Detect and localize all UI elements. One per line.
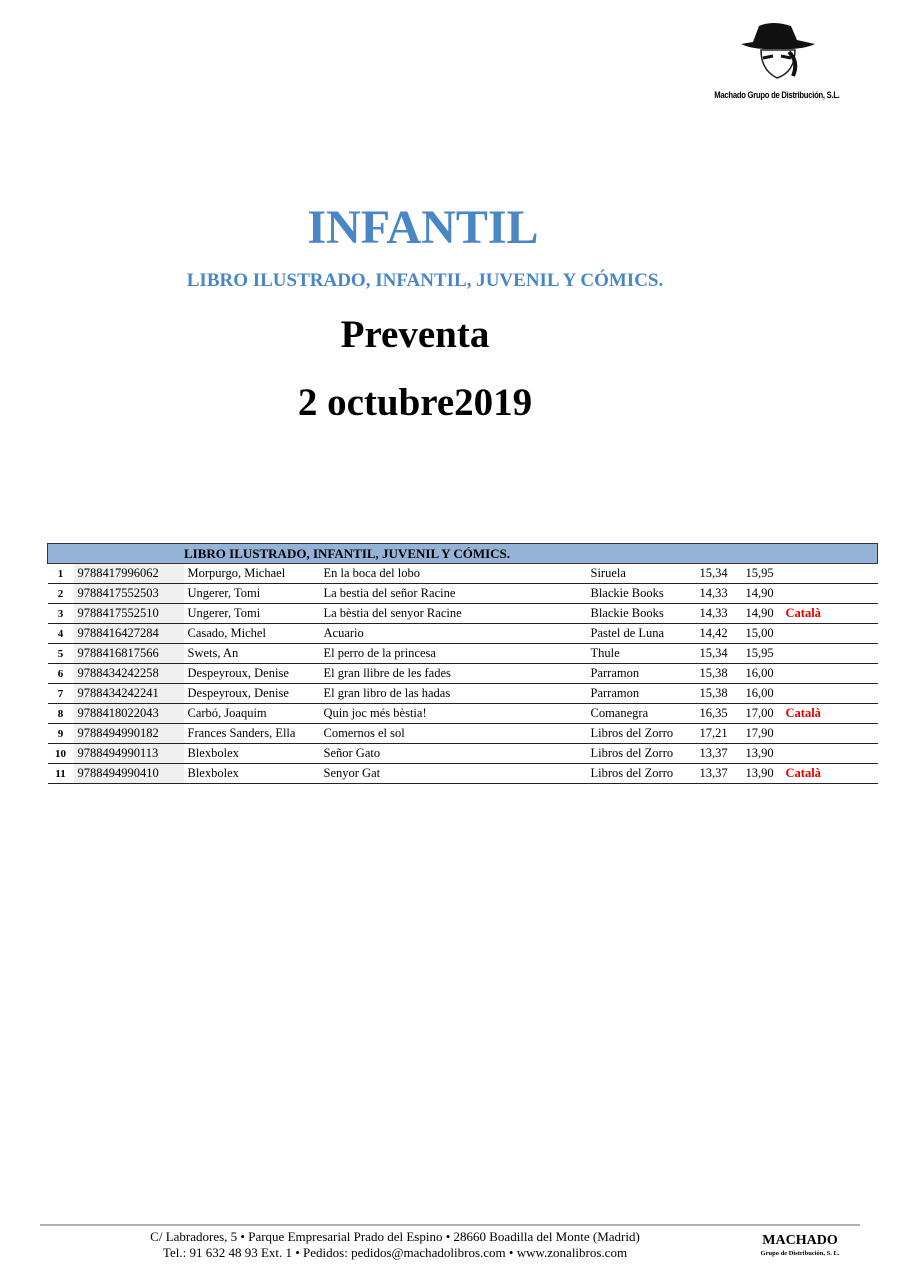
price-pvp: 13,90	[742, 764, 782, 784]
table-row	[48, 624, 878, 644]
author: Casado, Michel	[184, 624, 320, 644]
isbn: 9788418022043	[74, 704, 184, 724]
footer-contact: Tel.: 91 632 48 93 Ext. 1 • Pedidos: pedidos@machadolibros.com • www.zonalibros.com	[162, 1245, 628, 1260]
author: Blexbolex	[184, 744, 320, 764]
isbn: 9788417552503	[74, 584, 184, 604]
price-pvp: 16,00	[742, 664, 782, 684]
price-net: 15,38	[696, 664, 742, 684]
publisher: Thule	[587, 644, 696, 664]
language-note: Català	[782, 764, 878, 784]
publisher: Blackie Books	[587, 584, 696, 604]
row-number: 5	[48, 644, 74, 664]
book-title: Comernos el sol	[320, 724, 587, 744]
price-net: 13,37	[696, 744, 742, 764]
isbn: 9788434242258	[74, 664, 184, 684]
publisher: Comanegra	[587, 704, 696, 724]
book-table	[47, 543, 878, 784]
language-note	[782, 564, 878, 584]
language-note	[782, 724, 878, 744]
row-number: 3	[48, 604, 74, 624]
price-net: 16,35	[696, 704, 742, 724]
publisher: Parramon	[587, 684, 696, 704]
language-note	[782, 584, 878, 604]
price-pvp: 17,90	[742, 724, 782, 744]
row-number: 8	[48, 704, 74, 724]
table-row	[48, 564, 878, 584]
book-title: El perro de la princesa	[320, 644, 587, 664]
footer-address: C/ Labradores, 5 • Parque Empresarial Prado del Espino • 28660 Boadilla del Monte (Madrid)	[150, 1229, 640, 1244]
logo-text: Machado Grupo de Distribución, S.L.	[714, 90, 840, 100]
row-number: 6	[48, 664, 74, 684]
table-row	[48, 724, 878, 744]
row-number: 11	[48, 764, 74, 784]
price-net: 15,38	[696, 684, 742, 704]
language-note: Català	[782, 604, 878, 624]
author: Ungerer, Tomi	[184, 604, 320, 624]
footer-brand-sub: Grupo de Distribución, S. L.	[760, 1250, 840, 1257]
isbn: 9788417552510	[74, 604, 184, 624]
price-pvp: 13,90	[742, 744, 782, 764]
table-row	[48, 664, 878, 684]
page-title: INFANTIL	[307, 201, 539, 254]
language-note	[782, 684, 878, 704]
table-header-label: LIBRO ILUSTRADO, INFANTIL, JUVENIL Y CÓMICS.	[184, 545, 511, 561]
price-pvp: 15,95	[742, 564, 782, 584]
language-note: Català	[782, 704, 878, 724]
publisher: Pastel de Luna	[587, 624, 696, 644]
language-note	[782, 664, 878, 684]
publisher: Libros del Zorro	[587, 744, 696, 764]
table-row	[48, 644, 878, 664]
book-title: El gran llibre de les fades	[320, 664, 587, 684]
isbn: 9788494990410	[74, 764, 184, 784]
publisher: Libros del Zorro	[587, 764, 696, 784]
date-heading: 2 octubre2019	[297, 381, 533, 424]
price-pvp: 14,90	[742, 584, 782, 604]
book-title: La bestia del señor Racine	[320, 584, 587, 604]
price-net: 13,37	[696, 764, 742, 784]
publisher: Siruela	[587, 564, 696, 584]
row-number: 10	[48, 744, 74, 764]
isbn: 9788416427284	[74, 624, 184, 644]
table-row	[48, 764, 878, 784]
book-title: El gran libro de las hadas	[320, 684, 587, 704]
row-number: 4	[48, 624, 74, 644]
book-title: Senyor Gat	[320, 764, 587, 784]
price-net: 14,33	[696, 604, 742, 624]
author: Blexbolex	[184, 764, 320, 784]
price-pvp: 15,00	[742, 624, 782, 644]
author: Carbó, Joaquim	[184, 704, 320, 724]
row-number: 1	[48, 564, 74, 584]
isbn: 9788417996062	[74, 564, 184, 584]
isbn: 9788416817566	[74, 644, 184, 664]
author: Despeyroux, Denise	[184, 664, 320, 684]
price-net: 14,42	[696, 624, 742, 644]
table-row	[48, 604, 878, 624]
company-logo	[703, 22, 851, 102]
preventa-heading: Preventa	[340, 313, 490, 356]
publisher: Libros del Zorro	[587, 724, 696, 744]
price-net: 15,34	[696, 564, 742, 584]
book-title: Quin joc més bèstia!	[320, 704, 587, 724]
publisher: Blackie Books	[587, 604, 696, 624]
publisher: Parramon	[587, 664, 696, 684]
table-row	[48, 704, 878, 724]
book-title: Señor Gato	[320, 744, 587, 764]
price-net: 14,33	[696, 584, 742, 604]
language-note	[782, 744, 878, 764]
price-pvp: 17,00	[742, 704, 782, 724]
book-title: La bèstia del senyor Racine	[320, 604, 587, 624]
language-note	[782, 644, 878, 664]
footer-divider	[40, 1224, 860, 1226]
table-row	[48, 744, 878, 764]
footer-brand: MACHADO	[762, 1233, 838, 1248]
man-with-hat-icon	[703, 22, 851, 84]
table-row	[48, 684, 878, 704]
isbn: 9788494990182	[74, 724, 184, 744]
author: Despeyroux, Denise	[184, 684, 320, 704]
author: Swets, An	[184, 644, 320, 664]
table-header	[48, 544, 878, 564]
book-title: En la boca del lobo	[320, 564, 587, 584]
row-number: 7	[48, 684, 74, 704]
price-pvp: 15,95	[742, 644, 782, 664]
price-pvp: 16,00	[742, 684, 782, 704]
language-note	[782, 624, 878, 644]
price-pvp: 14,90	[742, 604, 782, 624]
row-number: 9	[48, 724, 74, 744]
author: Morpurgo, Michael	[184, 564, 320, 584]
isbn: 9788494990113	[74, 744, 184, 764]
row-number: 2	[48, 584, 74, 604]
author: Ungerer, Tomi	[184, 584, 320, 604]
page-subtitle: LIBRO ILUSTRADO, INFANTIL, JUVENIL Y CÓMICS.	[186, 270, 664, 291]
price-net: 15,34	[696, 644, 742, 664]
table-row	[48, 584, 878, 604]
price-net: 17,21	[696, 724, 742, 744]
book-title: Acuario	[320, 624, 587, 644]
author: Frances Sanders, Ella	[184, 724, 320, 744]
isbn: 9788434242241	[74, 684, 184, 704]
